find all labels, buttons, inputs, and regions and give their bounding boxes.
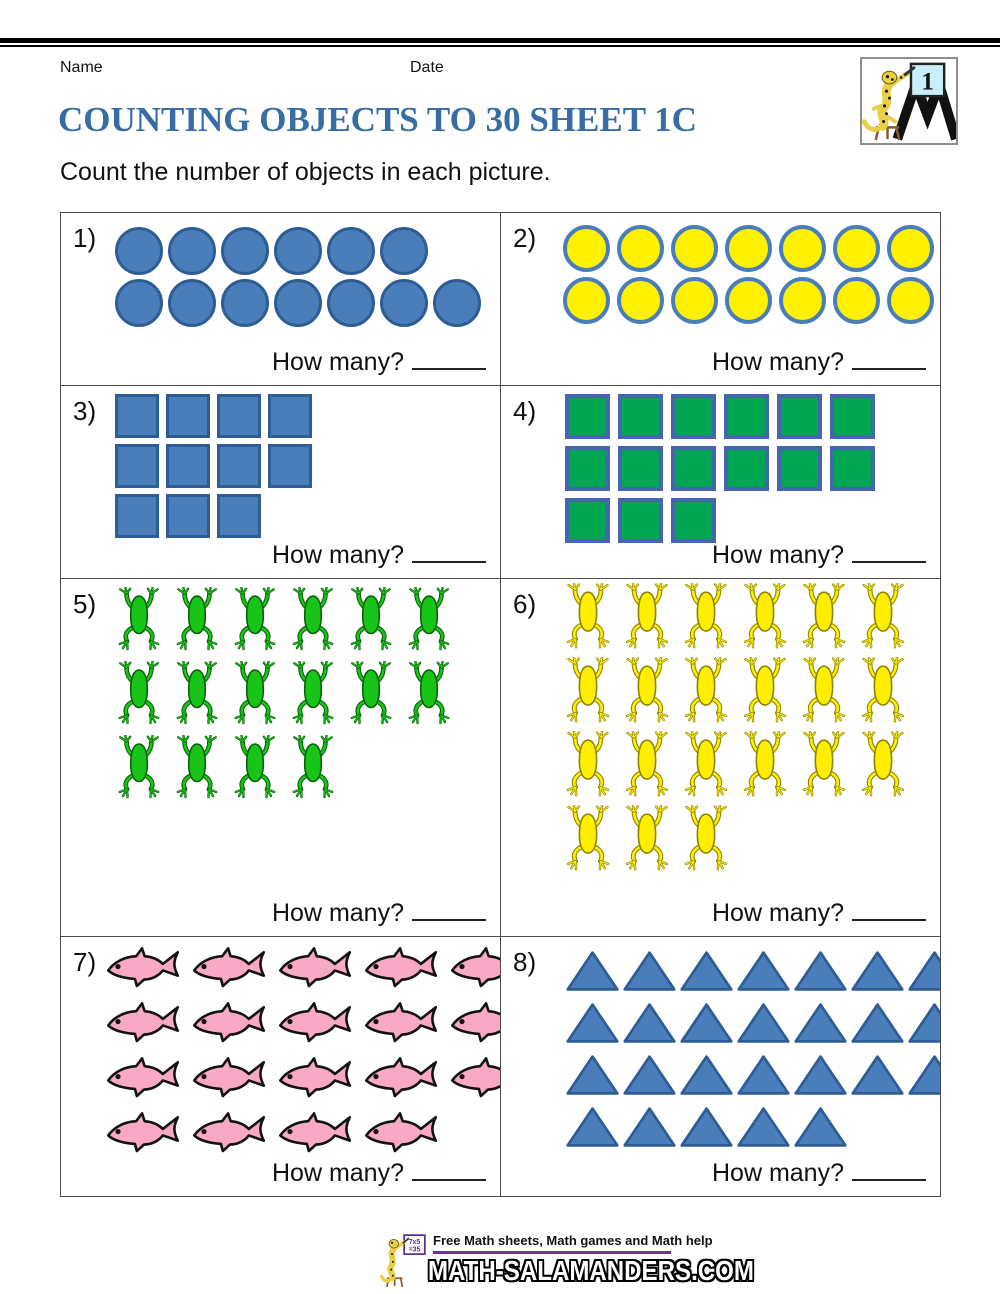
answer-blank [852,346,926,370]
how-many-row [712,897,926,928]
how-many-label: How many? [712,899,844,927]
problem-cell-6 [500,578,940,936]
blue-square-shape [115,494,159,538]
blue-triangle-shape [622,949,677,993]
green-square-shape [724,446,769,491]
blue-circle-shape [221,227,269,275]
yellow-circle-shape [671,225,718,272]
shape-row [561,583,910,651]
yellow-frog-shape [738,583,792,651]
problem-cell-4 [500,385,940,578]
blue-triangle-shape [736,1001,791,1045]
problem-number: 5) [73,589,97,619]
shape-row [563,225,934,272]
shapes-area-yellow-frogs [561,583,910,879]
yellow-circle-shape [779,225,826,272]
shape-row [565,949,940,993]
green-frog-shape [229,661,281,727]
yellow-circle-shape [833,277,880,324]
yellow-frog-shape [738,731,792,799]
pink-fish-shape [105,1000,183,1047]
footer-site-name: MATH-SALAMANDERS.COM [428,1255,754,1286]
yellow-circle-shape [887,277,934,324]
shape-row [561,731,910,799]
pink-fish-shape [449,1000,500,1047]
yellow-frog-shape [561,805,615,873]
green-square-shape [777,394,822,439]
shape-row [565,1053,940,1097]
green-frog-shape [287,735,339,801]
blue-triangle-shape [679,949,734,993]
answer-blank [412,897,486,921]
pink-fish-shape [363,945,441,992]
pink-fish-shape [277,945,355,992]
blue-square-shape [217,494,261,538]
green-frog-shape [345,587,397,653]
how-many-label: How many? [712,348,844,376]
shapes-area-blue-circles [115,227,481,331]
blue-square-shape [217,394,261,438]
shape-row [105,1110,500,1157]
green-square-shape [671,498,716,543]
green-frog-shape [287,587,339,653]
blue-triangle-shape [736,949,791,993]
how-many-label: How many? [712,541,844,569]
blue-triangle-shape [793,949,848,993]
problem-number: 3) [73,396,97,426]
how-many-row [712,346,926,377]
how-many-row [272,1157,486,1188]
footer-salamander-logo [380,1232,430,1290]
green-frog-shape [113,587,165,653]
how-many-row [712,539,926,570]
how-many-row [272,346,486,377]
top-rule-thick [0,38,1000,43]
blue-circle-shape [380,279,428,327]
yellow-frog-shape [679,583,733,651]
blue-circle-shape [221,279,269,327]
green-frog-shape [403,587,455,653]
green-frog-shape [229,587,281,653]
yellow-frog-shape [620,583,674,651]
blue-triangle-shape [622,1001,677,1045]
green-frog-shape [113,661,165,727]
shapes-area-green-squares [565,394,875,550]
blue-circle-shape [327,227,375,275]
answer-blank [852,539,926,563]
page-title: COUNTING OBJECTS TO 30 SHEET 1C [58,100,697,139]
blue-triangle-shape [622,1105,677,1149]
problems-grid [60,212,941,1197]
yellow-frog-shape [679,805,733,873]
how-many-row [712,1157,926,1188]
green-square-shape [565,446,610,491]
green-frog-shape [171,587,223,653]
green-frog-shape [345,661,397,727]
pink-fish-shape [191,1055,269,1102]
yellow-frog-shape [679,731,733,799]
green-square-shape [830,394,875,439]
blue-circle-shape [433,279,481,327]
yellow-frog-shape [561,731,615,799]
problem-number: 7) [73,947,97,977]
problem-cell-5 [60,578,500,936]
blue-circle-shape [274,227,322,275]
pink-fish-shape [363,1110,441,1157]
shape-row [565,394,875,439]
blue-triangle-shape [679,1001,734,1045]
how-many-label: How many? [272,1159,404,1187]
blue-circle-shape [327,279,375,327]
salamander-writing-icon [380,1232,430,1290]
board-line-1: 7x5 [408,1238,421,1246]
blue-triangle-shape [736,1105,791,1149]
green-square-shape [618,498,663,543]
answer-blank [412,539,486,563]
answer-blank [852,1157,926,1181]
blue-square-shape [115,444,159,488]
pink-fish-shape [105,1110,183,1157]
pink-fish-shape [191,945,269,992]
blue-triangle-shape [565,1001,620,1045]
footer-accent-rule [433,1251,671,1254]
green-square-shape [724,394,769,439]
blue-circle-shape [168,279,216,327]
yellow-frog-shape [561,657,615,725]
green-frog-shape [403,661,455,727]
shape-row [105,1000,500,1047]
green-square-shape [565,394,610,439]
how-many-label: How many? [272,348,404,376]
blue-triangle-shape [679,1105,734,1149]
yellow-circle-shape [833,225,880,272]
blue-triangle-shape [793,1001,848,1045]
yellow-frog-shape [679,657,733,725]
green-frog-shape [287,661,339,727]
problem-cell-2 [500,212,940,385]
yellow-circle-shape [887,225,934,272]
shape-row [115,279,481,327]
pink-fish-shape [449,1055,500,1102]
shape-row [563,277,934,324]
blue-triangle-shape [850,949,905,993]
blue-circle-shape [168,227,216,275]
answer-blank [852,897,926,921]
shape-row [105,1055,500,1102]
shape-row [561,805,910,873]
green-frog-shape [229,735,281,801]
shape-row [115,444,312,488]
green-frog-shape [113,735,165,801]
pink-fish-shape [277,1000,355,1047]
instruction-text: Count the number of objects in each picture. [60,158,551,186]
yellow-circle-shape [617,225,664,272]
yellow-circle-shape [725,277,772,324]
shape-row [565,498,875,543]
problem-cell-3 [60,385,500,578]
date-label: Date [410,59,444,76]
how-many-label: How many? [272,899,404,927]
green-frog-shape [171,661,223,727]
blue-circle-shape [274,279,322,327]
blue-circle-shape [115,279,163,327]
problem-cell-8 [500,936,940,1196]
logo-number: 1 [921,67,934,96]
green-square-shape [671,394,716,439]
shapes-area-pink-fish [105,945,500,1165]
answer-blank [412,346,486,370]
yellow-frog-shape [797,657,851,725]
blue-triangle-shape [907,1001,940,1045]
green-square-shape [618,446,663,491]
problem-number: 1) [73,223,97,253]
shape-row [115,227,481,275]
blue-circle-shape [380,227,428,275]
how-many-label: How many? [272,541,404,569]
name-label: Name [60,59,103,76]
shape-row [113,735,455,801]
blue-triangle-shape [565,1105,620,1149]
yellow-frog-shape [856,583,910,651]
yellow-circle-shape [725,225,772,272]
shapes-area-blue-triangles [565,949,940,1157]
pink-fish-shape [105,945,183,992]
shape-row [115,394,312,438]
green-square-shape [565,498,610,543]
problem-number: 8) [513,947,537,977]
shape-row [561,657,910,725]
green-square-shape [830,446,875,491]
blue-triangle-shape [850,1053,905,1097]
blue-square-shape [217,444,261,488]
yellow-circle-shape [671,277,718,324]
yellow-frog-shape [797,731,851,799]
blue-square-shape [268,394,312,438]
problem-cell-1 [60,212,500,385]
problem-cell-7 [60,936,500,1196]
yellow-frog-shape [620,657,674,725]
pink-fish-shape [363,1000,441,1047]
how-many-row [272,539,486,570]
blue-triangle-shape [907,949,940,993]
pink-fish-shape [277,1110,355,1157]
shape-row [565,1105,940,1149]
yellow-frog-shape [856,657,910,725]
blue-triangle-shape [565,949,620,993]
yellow-circle-shape [563,277,610,324]
green-square-shape [777,446,822,491]
blue-triangle-shape [622,1053,677,1097]
answer-blank [412,1157,486,1181]
blue-triangle-shape [679,1053,734,1097]
yellow-circle-shape [617,277,664,324]
shapes-area-green-frogs [113,587,455,809]
how-many-row [272,897,486,928]
blue-triangle-shape [736,1053,791,1097]
shapes-area-yellow-circles [563,225,934,329]
board-line-2: =35 [408,1246,421,1254]
shape-row [565,446,875,491]
blue-triangle-shape [850,1001,905,1045]
yellow-frog-shape [620,805,674,873]
pink-fish-shape [105,1055,183,1102]
blue-triangle-shape [907,1053,940,1097]
yellow-frog-shape [561,583,615,651]
blue-square-shape [166,494,210,538]
blue-square-shape [166,394,210,438]
shape-row [113,587,455,653]
yellow-frog-shape [738,657,792,725]
footer-tagline: Free Math sheets, Math games and Math help [433,1233,713,1248]
green-square-shape [671,446,716,491]
top-rule-thin [0,45,1000,47]
problem-number: 6) [513,589,537,619]
yellow-circle-shape [779,277,826,324]
pink-fish-shape [191,1000,269,1047]
how-many-label: How many? [712,1159,844,1187]
yellow-frog-shape [856,731,910,799]
pink-fish-shape [277,1055,355,1102]
yellow-frog-shape [797,583,851,651]
blue-triangle-shape [793,1053,848,1097]
shape-row [113,661,455,727]
shape-row [565,1001,940,1045]
pink-fish-shape [191,1110,269,1157]
shape-row [105,945,500,992]
pink-fish-shape [449,945,500,992]
blue-triangle-shape [793,1105,848,1149]
green-square-shape [618,394,663,439]
problem-number: 4) [513,396,537,426]
shape-row [115,494,312,538]
blue-square-shape [166,444,210,488]
yellow-frog-shape [620,731,674,799]
yellow-circle-shape [563,225,610,272]
blue-square-shape [115,394,159,438]
blue-triangle-shape [565,1053,620,1097]
problem-number: 2) [513,223,537,253]
shapes-area-blue-squares [115,394,312,544]
blue-circle-shape [115,227,163,275]
blue-square-shape [268,444,312,488]
pink-fish-shape [363,1055,441,1102]
green-frog-shape [171,735,223,801]
